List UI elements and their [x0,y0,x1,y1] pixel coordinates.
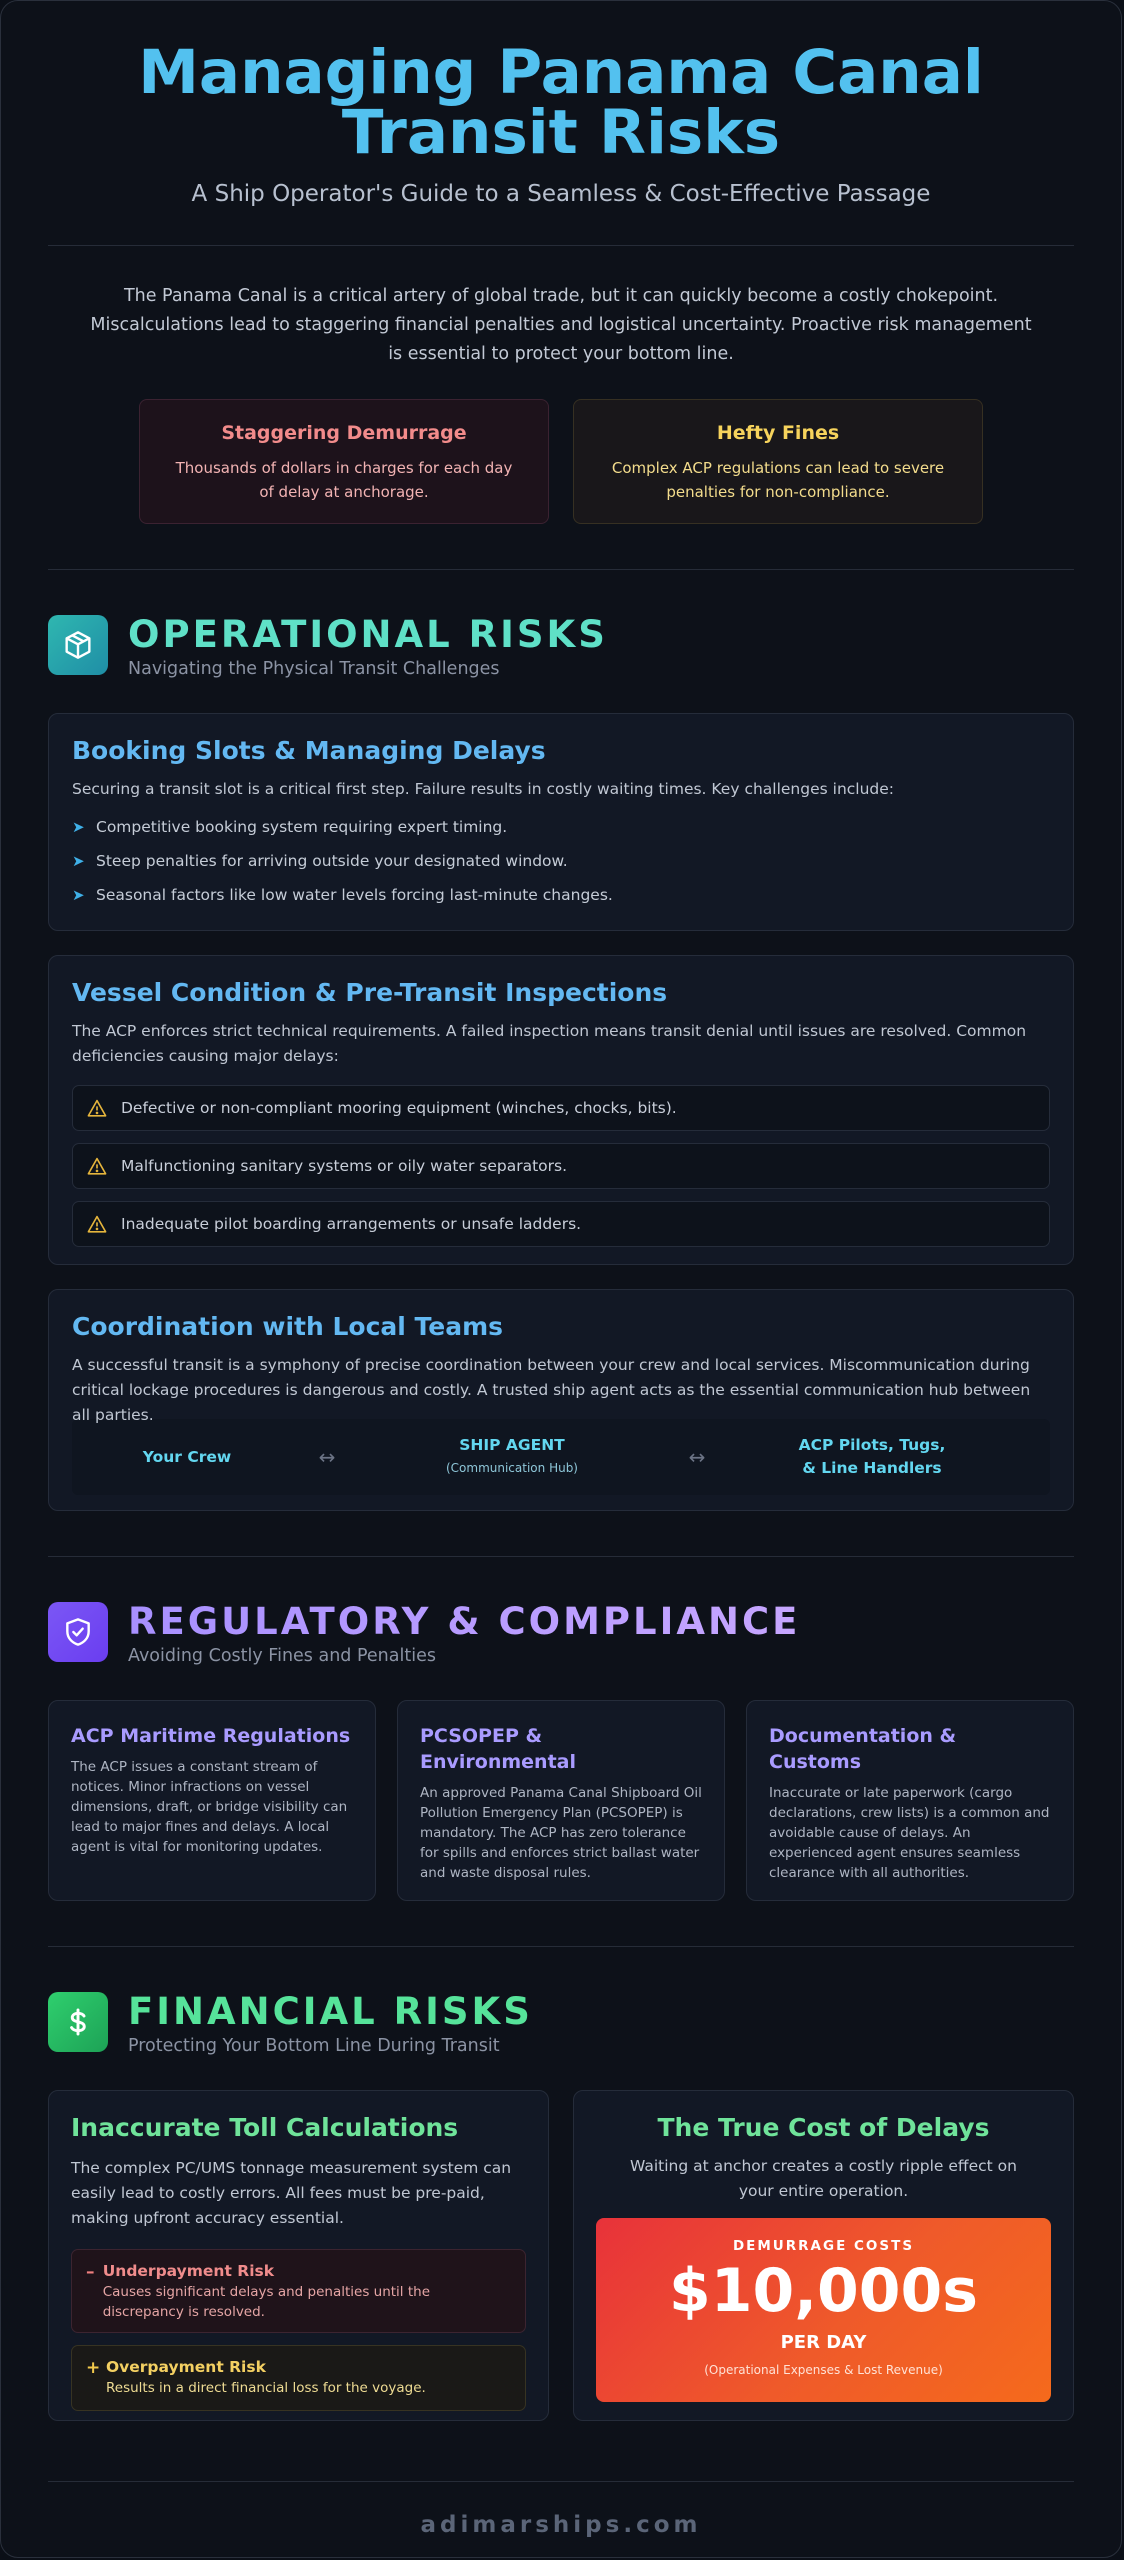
acp-regulations-card [48,1700,376,1901]
financial-subtitle: Protecting Your Bottom Line During Transit [128,2036,500,2056]
booking-lead: Securing a transit slot is a critical first step. Failure results in costly waiting times. Key challenges include: [72,780,895,798]
list-item: ➤ Steep penalties for arriving outside your designated window. [72,852,568,870]
underpayment-title: Underpayment Risk [102,2262,275,2280]
card-title: Documentation & Customs [769,1725,957,1773]
regulatory-title: REGULATORY & COMPLIANCE [128,1600,801,1643]
divider [48,245,1074,246]
page-subtitle: A Ship Operator's Guide to a Seamless & Cost-Effective Passage [191,181,931,207]
node-your-crew: Your Crew [142,1447,232,1466]
toll-card [48,2090,549,2421]
pcsopep-card [397,1700,725,1901]
deficiency-list [72,1085,1050,1247]
coordination-title: Coordination with Local Teams [72,1312,504,1341]
regulatory-subtitle: Avoiding Costly Fines and Penalties [128,1646,436,1666]
regulatory-cards [48,1700,1074,1901]
demurrage-text: Thousands of dollars in charges for each day of delay at anchorage. [175,459,513,501]
divider [48,1556,1074,1557]
financial-cards [48,2090,1074,2421]
toll-title: Inaccurate Toll Calculations [71,2113,459,2142]
card-title: ACP Maritime Regulations [71,1725,351,1747]
card-text: The ACP issues a constant stream of notices. Minor infractions on vessel dimensions, draft, or bridge visibility can lead to major fines and delays. A local agent is vital for monitoring updates. [71,1759,348,1855]
booking-list [72,810,1050,912]
list-item: Inadequate pilot boarding arrangements or unsafe ladders. [72,1201,1050,1247]
operational-subtitle: Navigating the Physical Transit Challenges [128,659,500,679]
booking-title: Booking Slots & Managing Delays [72,736,546,765]
demurrage-note: (Operational Expenses & Lost Revenue) [704,2363,943,2377]
coordination-flow [72,1419,1050,1495]
underpayment-risk [71,2249,526,2333]
operational-title: OPERATIONAL RISKS [128,613,608,656]
demurrage-label: DEMURRAGE COSTS [732,2238,915,2254]
warning-cards [48,399,1074,524]
divider [48,1946,1074,1947]
underpayment-text: Causes significant delays and penalties until the discrepancy is resolved. [102,2284,431,2320]
delay-cost-card [573,2090,1074,2421]
box-icon [48,615,108,675]
demurrage-card [139,399,549,524]
bidirectional-arrow-icon: ↔ [688,1445,706,1469]
demurrage-amount: $10,000s [669,2256,978,2326]
delay-lead: Waiting at anchor creates a costly ripple effect on your entire operation. [630,2157,1017,2200]
warning-icon [87,1157,107,1175]
node-ship-agent-sub: (Communication Hub) [445,1461,578,1475]
warning-icon [87,1099,107,1117]
overpayment-text: Results in a direct financial loss for the voyage. [106,2380,426,2396]
financial-section-header [48,1992,1074,2056]
footer-website: adimarships.com [420,2512,702,2538]
bidirectional-arrow-icon: ↔ [318,1445,336,1469]
vessel-card [48,955,1074,1265]
shield-check-icon [48,1602,108,1662]
card-text: Inaccurate or late paperwork (cargo declarations, crew lists) is a common and avoidable cause of delays. An experienced agent ensures seamless clearance with all authorities. [769,1785,1050,1881]
vessel-title: Vessel Condition & Pre-Transit Inspections [72,978,668,1007]
regulatory-section-header [48,1602,1074,1666]
coordination-card [48,1289,1074,1511]
list-item: Defective or non-compliant mooring equipment (winches, chocks, bits). [72,1085,1050,1131]
financial-title: FINANCIAL RISKS [128,1990,533,2033]
delay-title: The True Cost of Delays [657,2113,990,2142]
operational-section-header [48,615,1074,679]
card-title: PCSOPEP & Environmental [420,1725,576,1773]
plus-icon: + [86,2358,101,2378]
fines-card [573,399,983,524]
overpayment-risk [71,2345,526,2411]
minus-icon: – [86,2262,95,2282]
node-ship-agent: SHIP AGENT (Communication Hub) [352,1434,672,1480]
divider [48,569,1074,570]
toll-lead: The complex PC/UMS tonnage measurement system can easily lead to costly errors. All fees must be pre-paid, making upfront accuracy essential. [71,2159,512,2227]
card-text: An approved Panama Canal Shipboard Oil Pollution Emergency Plan (PCSOPEP) is mandatory. The ACP has zero tolerance for spills and enforces strict ballast water and waste disposal rules. [420,1785,702,1881]
arrow-icon: ➤ [72,852,85,870]
per-day-label: PER DAY [780,2332,867,2353]
node-acp-pilots: ACP Pilots, Tugs, & Line Handlers [798,1436,946,1477]
list-item: ➤ Competitive booking system requiring expert timing. [72,818,508,836]
demurrage-cost-box [596,2218,1051,2402]
vessel-lead: The ACP enforces strict technical requirements. A failed inspection means transit denial until issues are resolved. Common deficiencies causing major delays: [72,1022,1027,1065]
arrow-icon: ➤ [72,886,85,904]
divider [48,2481,1074,2482]
documentation-card [746,1700,1074,1901]
coordination-lead: A successful transit is a symphony of precise coordination between your crew and local services. Miscommunication during critical lockage procedures is dangerous and costly. A trusted ship agent acts as the essential communication hub between all parties. [72,1356,1031,1424]
booking-card [48,713,1074,931]
intro-text: The Panama Canal is a critical artery of global trade, but it can quickly become a costly chokepoint. Miscalculations lead to staggering financial penalties and logistical uncertainty. Proactive risk management is essential to protect your bottom line. [90,286,1032,364]
demurrage-title: Staggering Demurrage [221,422,467,444]
page-title: Managing Panama Canal Transit Risks [138,37,984,168]
fines-text: Complex ACP regulations can lead to severe penalties for non-compliance. [611,459,945,501]
overpayment-title: Overpayment Risk [106,2358,266,2376]
fines-title: Hefty Fines [716,422,840,444]
dollar-icon [48,1992,108,2052]
list-item: Malfunctioning sanitary systems or oily water separators. [72,1143,1050,1189]
list-item: ➤ Seasonal factors like low water levels forcing last-minute changes. [72,886,613,904]
warning-icon [87,1215,107,1233]
arrow-icon: ➤ [72,818,85,836]
